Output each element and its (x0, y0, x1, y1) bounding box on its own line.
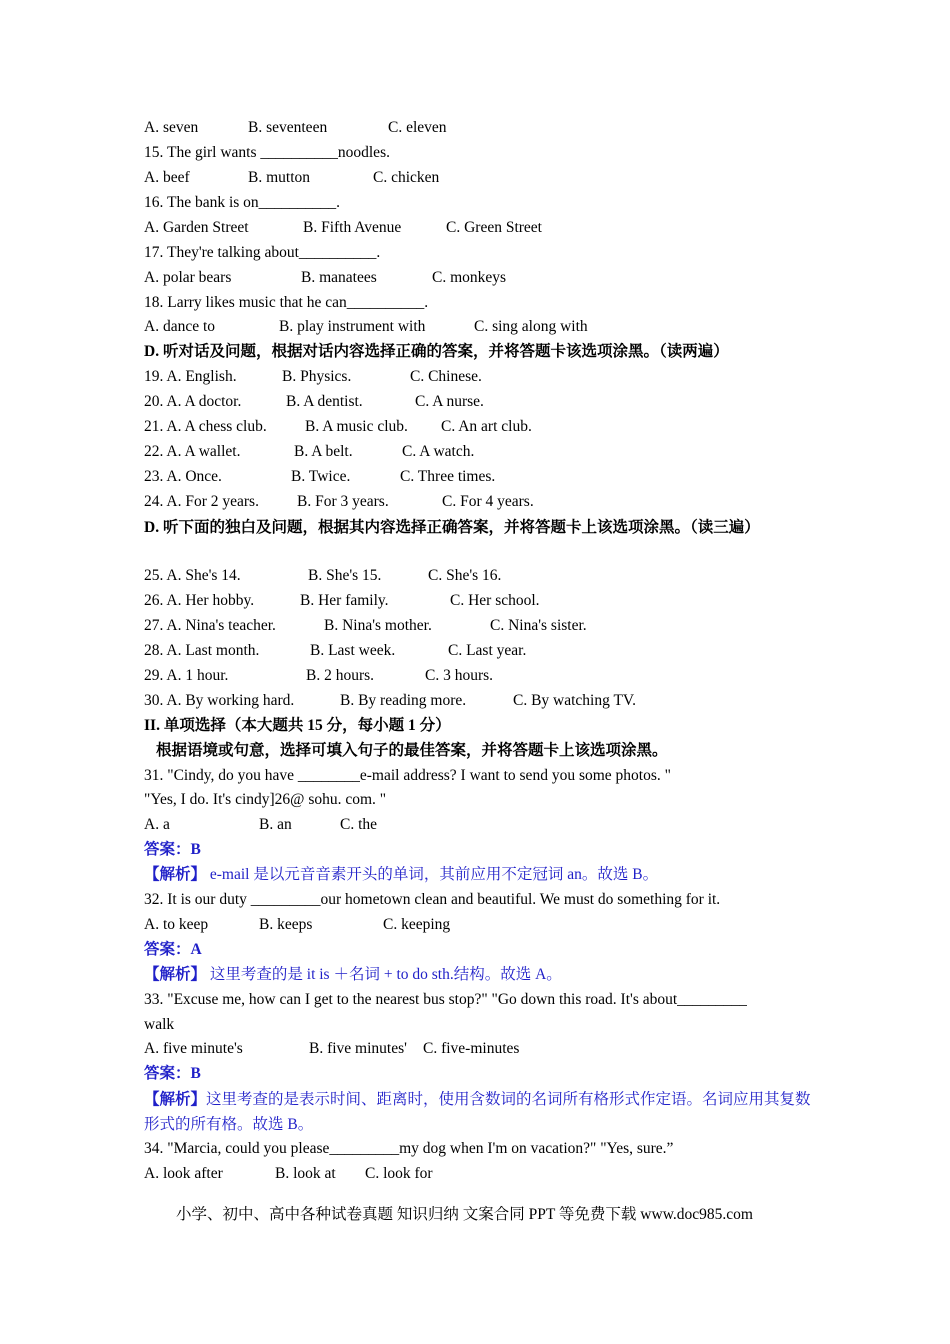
option-c: C. Green Street (446, 219, 542, 236)
explanation-tag: 【解析】 (144, 966, 207, 983)
question-31-line-2: "Yes, I do. It's cindy]26@ sohu. com. " (144, 791, 387, 808)
option-b: B. keeps (259, 916, 313, 933)
option-b: B. an (259, 816, 292, 833)
option-a: 22. A. A wallet. (144, 443, 241, 460)
question-31-line-1: 31. "Cindy, do you have ________e-mail address? I want to send you some photos. " (144, 767, 671, 784)
question-33-line-2: walk (144, 1016, 175, 1033)
option-a: 24. A. For 2 years. (144, 493, 259, 510)
option-b: B. She's 15. (308, 567, 382, 584)
question-32: 32. It is our duty _________our hometown clean and beautiful. We must do something for it. (144, 891, 721, 908)
option-c: C. Three times. (400, 468, 496, 485)
section-ii-heading: II. 单项选择（本大题共 15 分，每小题 1 分） (144, 717, 451, 734)
option-a: A. polar bears (144, 269, 232, 286)
option-c: C. An art club. (441, 418, 532, 435)
option-b: B. Physics. (282, 368, 352, 385)
option-a: 25. A. She's 14. (144, 567, 241, 584)
option-c: C. chicken (373, 169, 440, 186)
option-b: B. By reading more. (340, 692, 467, 709)
option-b: B. play instrument with (279, 318, 426, 335)
option-c: C. eleven (388, 119, 447, 136)
option-c: C. the (340, 816, 378, 833)
option-a: 27. A. Nina's teacher. (144, 617, 276, 634)
option-b: B. A dentist. (286, 393, 363, 410)
option-b: B. Fifth Avenue (303, 219, 402, 236)
option-c: C. sing along with (474, 318, 588, 335)
option-b: B. For 3 years. (297, 493, 389, 510)
option-b: B. look at (275, 1165, 336, 1182)
option-c: C. Chinese. (410, 368, 482, 385)
option-a: 21. A. A chess club. (144, 418, 267, 435)
option-a: 30. A. By working hard. (144, 692, 295, 709)
option-b: B. mutton (248, 169, 311, 186)
option-a: A. look after (144, 1165, 223, 1182)
option-c: C. For 4 years. (442, 493, 534, 510)
option-a: A. Garden Street (144, 219, 249, 236)
question-33-line-1: 33. "Excuse me, how can I get to the nearest bus stop?" "Go down this road. It's about_________ (144, 991, 747, 1008)
option-a: 20. A. A doctor. (144, 393, 242, 410)
option-a: A. five minute's (144, 1040, 243, 1057)
question-18: 18. Larry likes music that he can__________. (144, 294, 429, 311)
option-c: C. Nina's sister. (490, 617, 587, 634)
option-b: B. seventeen (248, 119, 328, 136)
option-a: A. seven (144, 119, 199, 136)
option-b: B. Nina's mother. (324, 617, 432, 634)
answer-33: 答案：B (144, 1065, 201, 1082)
option-c: C. Last year. (448, 642, 527, 659)
option-a: A. to keep (144, 916, 209, 933)
option-a: 26. A. Her hobby. (144, 592, 255, 609)
question-16: 16. The bank is on__________. (144, 194, 341, 211)
explanation-33 (144, 1087, 816, 1137)
option-a: A. beef (144, 169, 190, 186)
explanation-text: e-mail 是以元音音素开头的单词，其前应用不定冠词 an。故选 B。 (209, 866, 659, 883)
section-d-dialogue-heading: D. 听对话及问题，根据对话内容选择正确的答案，并将答题卡该选项涂黑。（读两遍） (144, 343, 729, 360)
option-b: B. Twice. (291, 468, 351, 485)
option-b: B. A music club. (305, 418, 408, 435)
question-34: 34. "Marcia, could you please_________my dog when I'm on vacation?" "Yes, sure.” (144, 1140, 674, 1157)
option-c: C. By watching TV. (513, 692, 637, 709)
option-c: C. 3 hours. (425, 667, 494, 684)
explanation-32 (144, 965, 816, 985)
option-a: A. dance to (144, 318, 216, 335)
option-b: B. five minutes' (309, 1040, 407, 1057)
option-c: C. monkeys (432, 269, 507, 286)
option-a: A. a (144, 816, 170, 833)
option-a: 28. A. Last month. (144, 642, 260, 659)
explanation-tag: 【解析】 (144, 1091, 207, 1108)
option-c: C. look for (365, 1165, 433, 1182)
section-d-monologue-heading: D. 听下面的独白及问题，根据其内容选择正确答案，并将答题卡上该选项涂黑。（读三遍） (144, 519, 760, 536)
question-17: 17. They're talking about__________. (144, 244, 381, 261)
explanation-31 (144, 865, 816, 885)
answer-32: 答案：A (144, 941, 202, 958)
option-c: C. A watch. (402, 443, 475, 460)
option-c: C. She's 16. (428, 567, 502, 584)
answer-31: 答案：B (144, 841, 201, 858)
option-b: B. Her family. (300, 592, 389, 609)
explanation-text: 这里考查的是 it is ＋名词 + to do sth.结构。故选 A。 (209, 966, 562, 983)
question-15: 15. The girl wants __________noodles. (144, 144, 390, 161)
option-b: B. A belt. (294, 443, 353, 460)
option-a: 29. A. 1 hour. (144, 667, 229, 684)
option-c: C. five-minutes (423, 1040, 520, 1057)
page-footer: 小学、初中、高中各种试卷真题 知识归纳 文案合同 PPT 等免费下载 www.doc985.com (176, 1206, 753, 1223)
option-b: B. manatees (301, 269, 377, 286)
explanation-text: 这里考查的是表示时间、距离时，使用含数词的名词所有格形式作定语。名词应用其复数形式的所有格。故选 B。 (144, 1091, 811, 1133)
option-a: 23. A. Once. (144, 468, 222, 485)
option-c: C. keeping (383, 916, 451, 933)
option-b: B. Last week. (310, 642, 396, 659)
option-b: B. 2 hours. (306, 667, 375, 684)
option-c: C. A nurse. (415, 393, 484, 410)
explanation-tag: 【解析】 (144, 866, 207, 883)
section-ii-instructions: 根据语境或句意，选择可填入句子的最佳答案，并将答题卡上该选项涂黑。 (156, 742, 668, 759)
option-c: C. Her school. (450, 592, 540, 609)
option-a: 19. A. English. (144, 368, 237, 385)
